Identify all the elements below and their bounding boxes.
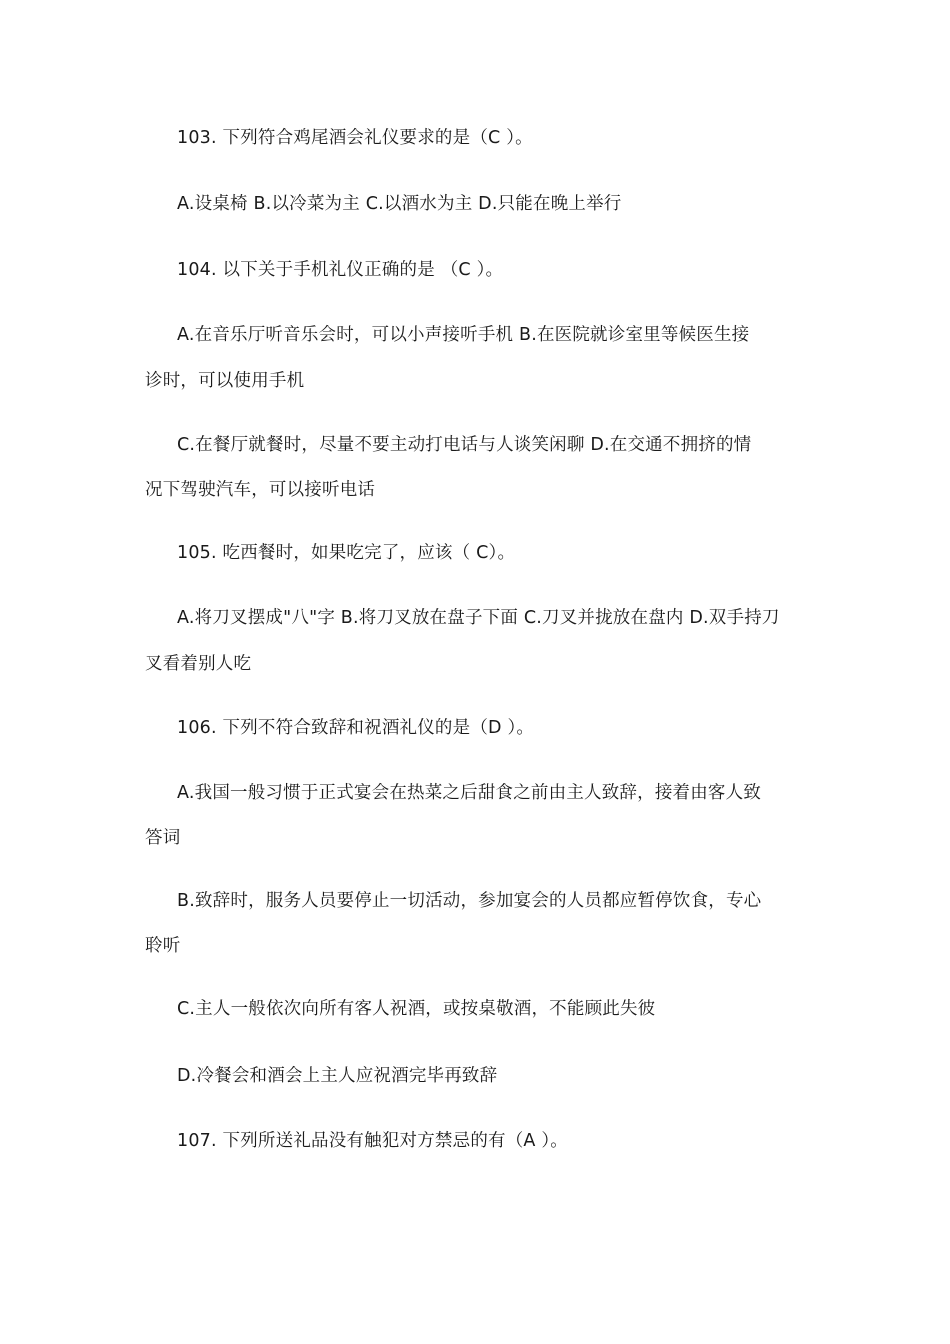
question-104-option-ab-line1: A.在音乐厅听音乐会时，可以小声接听手机 B.在医院就诊室里等候医生接 xyxy=(177,325,750,345)
question-104-stem: 104. 以下关于手机礼仪正确的是 （C ）。 xyxy=(177,260,504,280)
question-105-options-line1: A.将刀叉摆成"八"字 B.将刀叉放在盘子下面 C.刀叉并拢放在盘内 D.双手持刀 xyxy=(177,608,780,628)
question-106-option-a-line2: 答词 xyxy=(145,828,181,848)
question-105-stem: 105. 吃西餐时，如果吃完了，应该（ C）。 xyxy=(177,543,516,563)
question-104-option-cd-line1: C.在餐厅就餐时，尽量不要主动打电话与人谈笑闲聊 D.在交通不拥挤的情 xyxy=(177,435,752,455)
question-104-option-ab-line2: 诊时，可以使用手机 xyxy=(145,371,305,391)
question-103-stem: 103. 下列符合鸡尾酒会礼仪要求的是（C ）。 xyxy=(177,128,533,148)
question-106-option-a-line1: A.我国一般习惯于正式宴会在热菜之后甜食之前由主人致辞，接着由客人致 xyxy=(177,783,762,803)
question-106-stem: 106. 下列不符合致辞和祝酒礼仪的是（D ）。 xyxy=(177,718,535,738)
question-103-options: A.设桌椅 B.以冷菜为主 C.以酒水为主 D.只能在晚上举行 xyxy=(177,194,622,214)
question-105-options-line2: 叉看着别人吃 xyxy=(145,654,252,674)
question-106-option-b-line1: B.致辞时，服务人员要停止一切活动，参加宴会的人员都应暂停饮食，专心 xyxy=(177,891,762,911)
question-106-option-c: C.主人一般依次向所有客人祝酒，或按桌敬酒，不能顾此失彼 xyxy=(177,999,656,1019)
question-106-option-d: D.冷餐会和酒会上主人应祝酒完毕再致辞 xyxy=(177,1066,498,1086)
question-104-option-cd-line2: 况下驾驶汽车，可以接听电话 xyxy=(145,480,376,500)
question-106-option-b-line2: 聆听 xyxy=(145,936,181,956)
question-107-stem: 107. 下列所送礼品没有触犯对方禁忌的有（A ）。 xyxy=(177,1131,569,1151)
